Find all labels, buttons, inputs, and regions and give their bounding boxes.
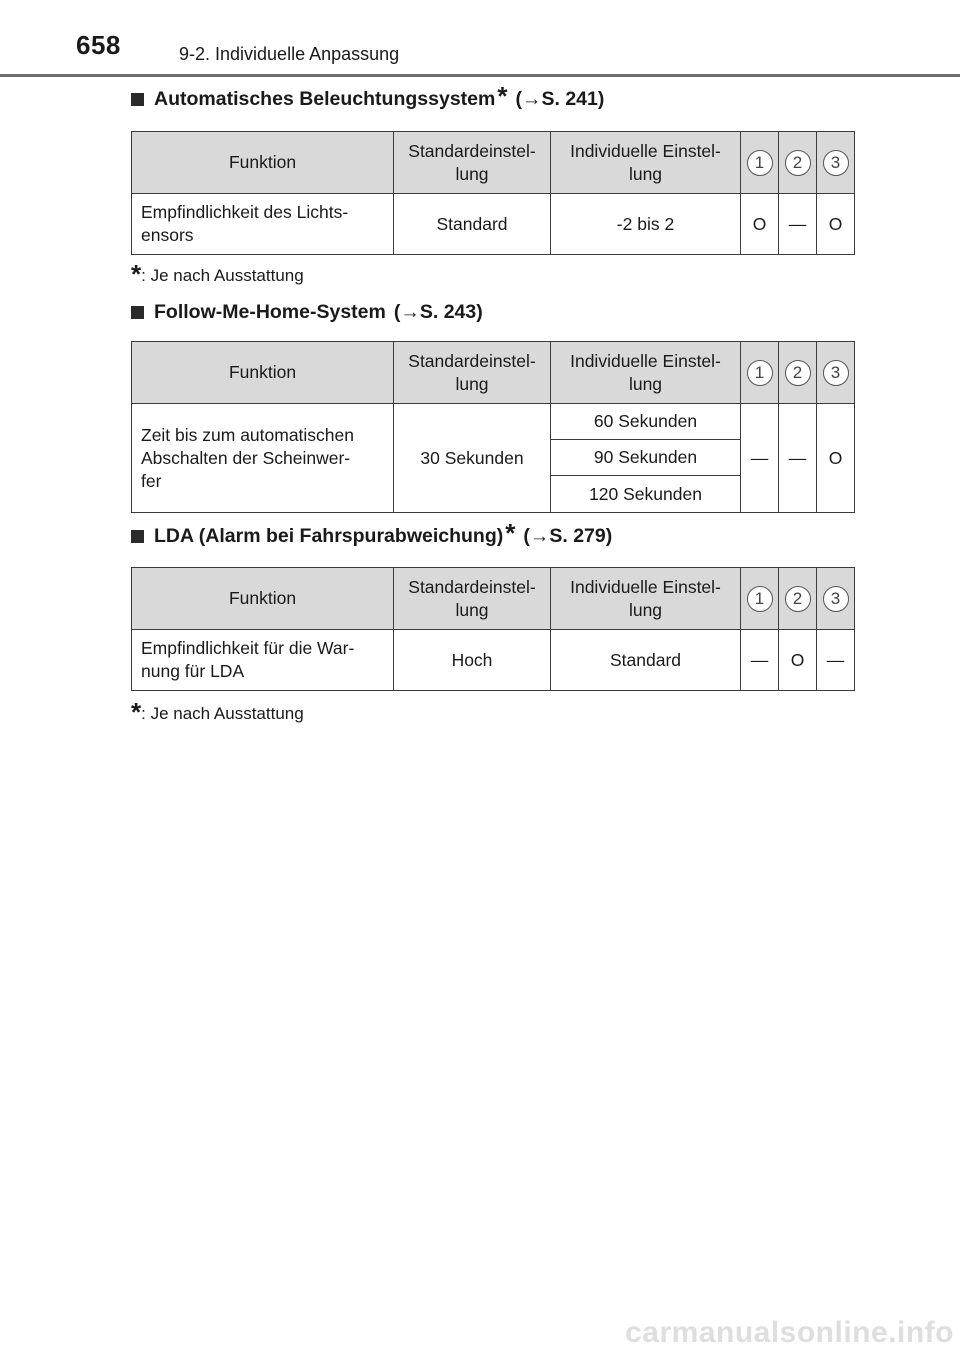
header-individuell: Individuelle Einstel- lung <box>551 568 741 630</box>
table-row <box>132 404 855 440</box>
header-col-1 <box>741 568 779 630</box>
header-col-3 <box>817 132 855 194</box>
square-bullet-icon <box>131 93 144 106</box>
page-reference[interactable] <box>523 525 612 548</box>
cell-option: 90 Sekunden <box>551 440 741 476</box>
arrow-icon: → <box>529 525 550 547</box>
cell-standard: 30 Sekunden <box>394 404 551 513</box>
header-col-3 <box>817 568 855 630</box>
header-col-2 <box>779 132 817 194</box>
cell-option: 120 Sekunden <box>551 476 741 513</box>
settings-table-follow-me-home <box>131 341 855 513</box>
section-header: 9-2. Individuelle Anpassung <box>179 44 400 64</box>
watermark: carmanualsonline.info <box>625 1316 954 1349</box>
header-funktion: Funktion <box>132 132 394 194</box>
page-reference[interactable] <box>515 88 604 111</box>
ref-page: S. 241) <box>541 88 605 110</box>
footnote <box>131 697 304 728</box>
section-title-beleuchtung: Automatisches Beleuchtungssystem * (→S. 241) <box>131 88 604 111</box>
header-col-2 <box>779 342 817 404</box>
square-bullet-icon <box>131 306 144 319</box>
cell-funktion: Empfindlichkeit des Lichts- ensors <box>132 194 394 255</box>
ref-open: ( <box>515 88 522 110</box>
table-row <box>132 194 855 255</box>
cell-col-1: O <box>741 194 779 255</box>
cell-funktion: Empfindlichkeit für die War- nung für LDA <box>132 630 394 691</box>
cell-funktion: Zeit bis zum automatischen Abschalten der Scheinwer- fer <box>132 404 394 513</box>
circled-one-icon: 1 <box>747 360 773 386</box>
table-header-row <box>132 132 855 194</box>
ref-open: ( <box>523 525 530 547</box>
section-title-text: Automatisches Beleuchtungssystem <box>154 88 496 110</box>
ref-open: ( <box>393 301 401 323</box>
footnote-asterisk: * <box>131 259 142 289</box>
cell-col-3: O <box>817 194 855 255</box>
cell-standard: Standard <box>394 194 551 255</box>
header-col-3 <box>817 342 855 404</box>
table-header-row <box>132 568 855 630</box>
cell-individuell: Standard <box>551 630 741 691</box>
circled-three-icon: 3 <box>823 586 849 612</box>
cell-col-2: — <box>779 194 817 255</box>
header-divider <box>0 74 960 77</box>
settings-table-lda <box>131 567 855 691</box>
section-title-text: Follow-Me-Home-System <box>154 301 386 323</box>
circled-two-icon: 2 <box>785 586 811 612</box>
square-bullet-icon <box>131 530 144 543</box>
settings-table-beleuchtung <box>131 131 855 255</box>
arrow-icon: → <box>521 88 542 110</box>
arrow-icon: → <box>400 301 420 323</box>
header-col-2 <box>779 568 817 630</box>
footnote-text: : Je nach Ausstattung <box>141 704 304 723</box>
cell-standard: Hoch <box>394 630 551 691</box>
header-col-1 <box>741 132 779 194</box>
circled-three-icon: 3 <box>823 360 849 386</box>
footnote-text: : Je nach Ausstattung <box>141 266 304 285</box>
cell-col-1: — <box>741 630 779 691</box>
cell-col-1: — <box>741 404 779 513</box>
cell-col-3: — <box>817 630 855 691</box>
table-header-row <box>132 342 855 404</box>
circled-one-icon: 1 <box>747 150 773 176</box>
circled-one-icon: 1 <box>747 586 773 612</box>
section-title-lda: LDA (Alarm bei Fahrspurabweichung) * (→S. 279) <box>131 525 612 548</box>
section-title-follow-me-home <box>131 301 483 324</box>
header-standard: Standardeinstel- lung <box>394 342 551 404</box>
table-row <box>132 630 855 691</box>
cell-individuell: -2 bis 2 <box>551 194 741 255</box>
circled-two-icon: 2 <box>785 360 811 386</box>
page-reference[interactable] <box>394 301 483 324</box>
ref-page: S. 243) <box>419 301 483 323</box>
header-individuell: Individuelle Einstel- lung <box>551 342 741 404</box>
footnote-asterisk: * <box>131 697 142 727</box>
circled-three-icon: 3 <box>823 150 849 176</box>
cell-col-2: O <box>779 630 817 691</box>
section-title-text: LDA (Alarm bei Fahrspurabweichung) <box>154 525 504 547</box>
page-number: 658 <box>76 30 121 60</box>
cell-col-2: — <box>779 404 817 513</box>
ref-page: S. 279) <box>549 525 613 547</box>
header-funktion: Funktion <box>132 568 394 630</box>
header-individuell: Individuelle Einstel- lung <box>551 132 741 194</box>
cell-col-3: O <box>817 404 855 513</box>
cell-option: 60 Sekunden <box>551 404 741 440</box>
header-funktion: Funktion <box>132 342 394 404</box>
header-col-1 <box>741 342 779 404</box>
circled-two-icon: 2 <box>785 150 811 176</box>
footnote <box>131 259 304 290</box>
header-standard: Standardeinstel- lung <box>394 132 551 194</box>
header-standard: Standardeinstel- lung <box>394 568 551 630</box>
